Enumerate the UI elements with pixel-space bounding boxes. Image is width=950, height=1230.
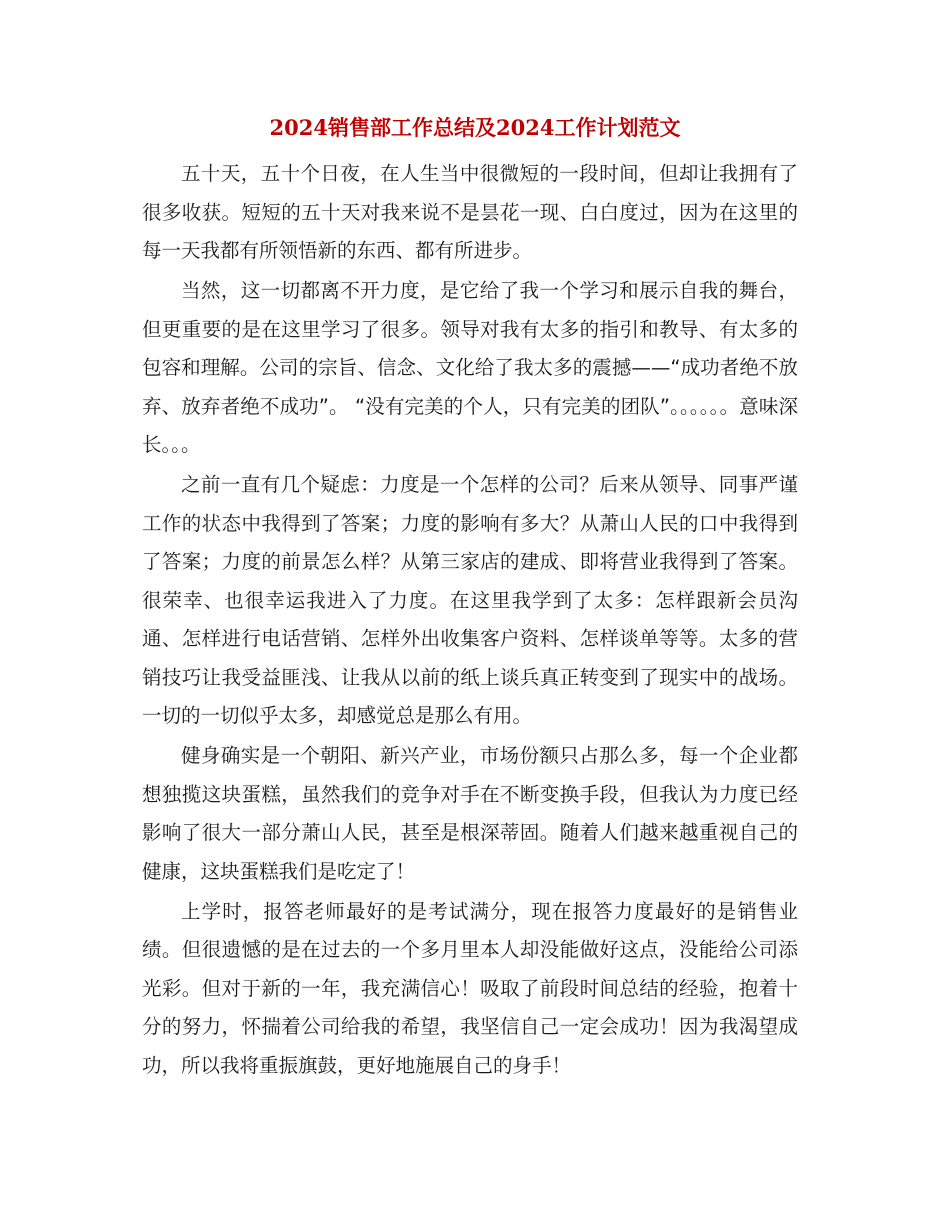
paragraph-2: 当然，这一切都离不开力度，是它给了我一个学习和展示自我的舞台，但更重要的是在这里学习了很多。领导对我有太多的指引和教导、有太多的包容和理解。公司的宗旨、信念、文化给了我太多的震撼——“成功者绝不放弃、放弃者绝不成功”。 “没有完美的个人，只有完美的团队”。。。。。。意味深长。。。: [142, 279, 798, 456]
document-title: 2024销售部工作总结及2024工作计划范文: [269, 115, 681, 140]
paragraph-5: 上学时，报答老师最好的是考试满分，现在报答力度最好的是销售业绩。但很遗憾的是在过去的一个多月里本人却没能做好这点，没能给公司添光彩。但对于新的一年，我充满信心！吸取了前段时间总结的经验，抱着十分的努力，怀揣着公司给我的希望，我坚信自己一定会成功！因为我渴望成功，所以我将重振旗鼓，更好地施展自己的身手！: [142, 899, 798, 1077]
paragraph-4: 健身确实是一个朝阳、新兴产业，市场份额只占那么多，每一个企业都想独揽这块蛋糕，虽然我们的竞争对手在不断变换手段，但我认为力度已经影响了很大一部分萧山人民，甚至是根深蒂固。随着人们越来越重视自己的健康，这块蛋糕我们是吃定了！: [142, 744, 798, 883]
paragraph-3: 之前一直有几个疑虑：力度是一个怎样的公司？后来从领导、同事严谨工作的状态中我得到了答案；力度的影响有多大？从萧山人民的口中我得到了答案；力度的前景怎么样？从第三家店的建成、即将营业我得到了答案。很荣幸、也很幸运我进入了力度。在这里我学到了太多：怎样跟新会员沟通、怎样进行电话营销、怎样外出收集客户资料、怎样谈单等等。太多的营销技巧让我受益匪浅、让我从以前的纸上谈兵真正转变到了现实中的战场。一切的一切似乎太多，却感觉总是那么有用。: [142, 473, 798, 727]
paragraph-1: 五十天，五十个日夜，在人生当中很微短的一段时间，但却让我拥有了很多收获。短短的五十天对我来说不是昙花一现、白白度过，因为在这里的每一天我都有所领悟新的东西、都有所进步。: [142, 162, 798, 262]
document-body: [142, 155, 798, 1087]
